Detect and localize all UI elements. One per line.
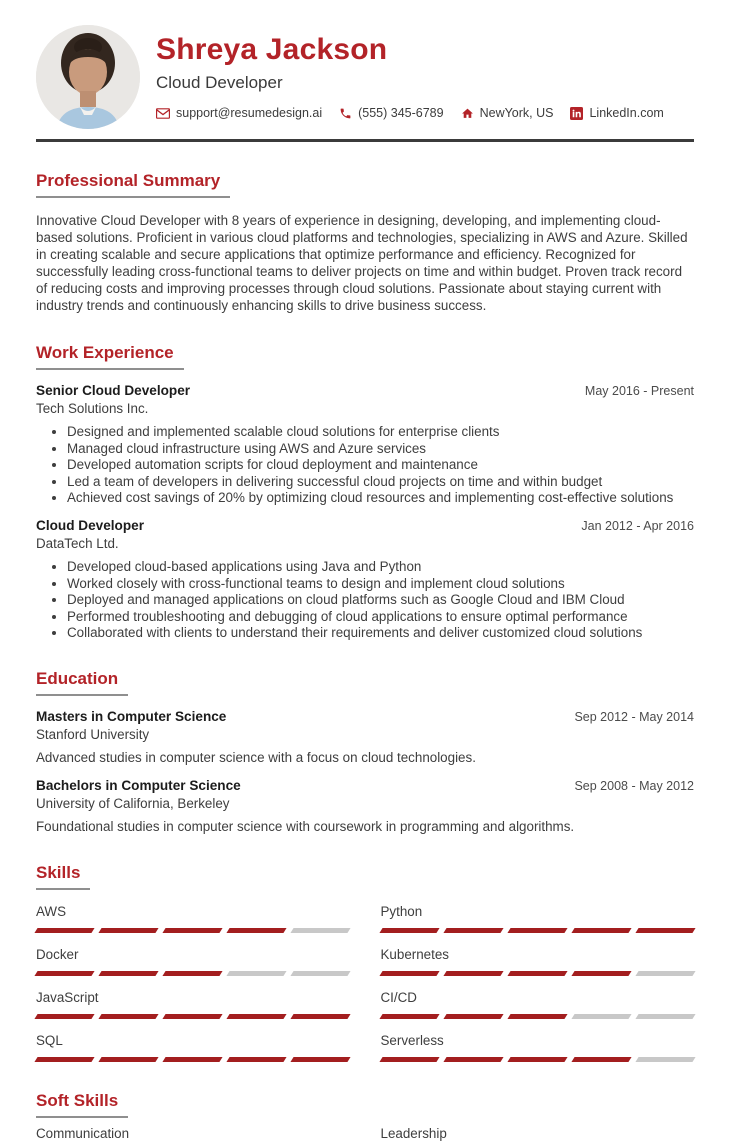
- job-dates: May 2016 - Present: [584, 384, 694, 398]
- job-bullet: • Developed automation scripts for cloud deployment and maintenance: [67, 458, 694, 472]
- job-bullet: • Worked closely with cross-functional teams to design and implement cloud solutions: [67, 577, 694, 591]
- skill-item: [381, 990, 695, 1019]
- skill-label: Serverless: [380, 1033, 444, 1048]
- skill-item: [36, 904, 350, 933]
- skill-item: [36, 990, 350, 1019]
- job-entry: [36, 383, 694, 505]
- education-heading: Education: [36, 669, 128, 696]
- skill-bar-segment-filled: [163, 1057, 223, 1062]
- skill-label: SQL: [36, 1033, 63, 1048]
- degree-school: Stanford University: [36, 727, 150, 742]
- skill-bar-segment-filled: [227, 928, 287, 933]
- skill-bar: [381, 971, 695, 976]
- skill-label: Kubernetes: [380, 947, 449, 962]
- job-bullet: • Deployed and managed applications on cloud platforms such as Google Cloud and IBM Cloud: [67, 593, 694, 607]
- skill-bar-segment-filled: [99, 1014, 159, 1019]
- degree-school: University of California, Berkeley: [36, 796, 230, 811]
- job-bullet-list: [36, 425, 694, 505]
- contact-email-text: support@resumedesign.ai: [176, 106, 323, 120]
- job-bullet: • Managed cloud infrastructure using AWS and Azure services: [67, 442, 694, 456]
- skill-bar: [381, 928, 695, 933]
- degree-title: Masters in Computer Science: [36, 709, 227, 724]
- section-skills: [36, 863, 694, 1062]
- skill-bar-segment-filled: [99, 971, 159, 976]
- skill-bar-segment-filled: [571, 1057, 631, 1062]
- skill-bar-segment-filled: [507, 1057, 567, 1062]
- section-work-experience: [36, 343, 694, 640]
- skill-bar-segment-filled: [443, 928, 503, 933]
- skill-bar-segment-filled: [291, 1057, 351, 1062]
- job-bullet: • Designed and implemented scalable cloud solutions for enterprise clients: [67, 425, 694, 439]
- skill-bar-segment-filled: [99, 1057, 159, 1062]
- skill-bar-segment-filled: [507, 971, 567, 976]
- skill-bar-segment-filled: [99, 928, 159, 933]
- section-soft-skills: [36, 1091, 694, 1141]
- section-education: [36, 669, 694, 834]
- skill-bar-segment-filled: [34, 971, 94, 976]
- header-divider: [36, 139, 694, 142]
- contact-linkedin[interactable]: [570, 106, 663, 120]
- skill-label: JavaScript: [36, 990, 99, 1005]
- soft-skills-grid: [36, 1126, 694, 1141]
- linkedin-icon: [570, 107, 583, 120]
- skill-bar-segment-filled: [34, 1014, 94, 1019]
- soft-skill-label: Communication: [36, 1126, 130, 1141]
- skill-bar-segment-filled: [291, 1014, 351, 1019]
- degree-dates: Sep 2012 - May 2014: [574, 710, 694, 724]
- section-professional-summary: [36, 171, 694, 314]
- skill-item: [381, 904, 695, 933]
- person-name: Shreya Jackson: [156, 33, 388, 66]
- profile-photo-illustration: [36, 25, 140, 129]
- skill-label: Docker: [36, 947, 79, 962]
- skill-item: [36, 1033, 350, 1062]
- skill-bar-segment-filled: [227, 1057, 287, 1062]
- skill-bar-segment-filled: [571, 971, 631, 976]
- skill-bar-segment-filled: [507, 1014, 567, 1019]
- contact-linkedin-text: LinkedIn.com: [589, 106, 664, 120]
- skill-item: [381, 1033, 695, 1062]
- skill-bar-segment-filled: [443, 1057, 503, 1062]
- job-title: Cloud Developer: [36, 518, 145, 533]
- degree-entry-head: [36, 778, 694, 793]
- skill-bar: [36, 1057, 350, 1062]
- contact-row: [156, 106, 664, 120]
- skill-bar: [36, 971, 350, 976]
- skill-bar: [381, 1057, 695, 1062]
- job-entry: [36, 518, 694, 640]
- skill-bar-segment-filled: [507, 928, 567, 933]
- skill-bar-segment-filled: [443, 971, 503, 976]
- degree-entry: [36, 778, 694, 834]
- soft-skill-label: Leadership: [380, 1126, 447, 1141]
- skill-bar-segment-empty: [635, 971, 695, 976]
- profile-photo: [36, 25, 140, 129]
- degree-dates: Sep 2008 - May 2012: [574, 779, 694, 793]
- job-title: Senior Cloud Developer: [36, 383, 191, 398]
- skill-bar-segment-filled: [163, 971, 223, 976]
- skill-label: AWS: [36, 904, 67, 919]
- job-company: Tech Solutions Inc.: [36, 401, 149, 416]
- summary-text: Innovative Cloud Developer with 8 years of experience in designing, developing, and implementing cloud-based solutions. Proficient in various cloud platforms and technologies, specializing in AWS and Azure. Skilled in creating scalable and secure applications that optimize performance and efficiency. Recognized for successfully leading cross-functional teams to deliver projects on time and within budget. Proven track record of reducing costs and improving processes through cloud solutions. Passionate about staying current with industry trends and continuously enhancing skills to drive business success.: [36, 213, 688, 313]
- soft-skills-heading: Soft Skills: [36, 1091, 128, 1118]
- degree-description: Advanced studies in computer science with a focus on cloud technologies.: [36, 750, 476, 765]
- job-bullet: • Achieved cost savings of 20% by optimizing cloud resources and implementing cost-effective solutions: [67, 491, 694, 505]
- skill-label: CI/CD: [380, 990, 417, 1005]
- degree-title: Bachelors in Computer Science: [36, 778, 241, 793]
- skill-bar-segment-empty: [291, 971, 351, 976]
- degree-entry-head: [36, 709, 694, 724]
- skill-bar-segment-empty: [571, 1014, 631, 1019]
- header: [36, 25, 694, 129]
- degree-entry: [36, 709, 694, 765]
- skill-bar-segment-filled: [163, 928, 223, 933]
- skill-bar: [36, 928, 350, 933]
- job-bullet: • Collaborated with clients to understand their requirements and deliver customized cloud solutions: [67, 626, 694, 640]
- skill-bar-segment-filled: [34, 1057, 94, 1062]
- skill-bar-segment-empty: [291, 928, 351, 933]
- skill-bar-segment-empty: [635, 1014, 695, 1019]
- skill-bar-segment-filled: [379, 971, 439, 976]
- skills-heading: Skills: [36, 863, 90, 890]
- skill-bar-segment-filled: [379, 1057, 439, 1062]
- job-bullet-list: [36, 560, 694, 640]
- degree-description: Foundational studies in computer science with coursework in programming and algorithms.: [36, 819, 575, 834]
- person-job-title: Cloud Developer: [156, 73, 283, 92]
- job-company: DataTech Ltd.: [36, 536, 119, 551]
- skill-bar-segment-filled: [443, 1014, 503, 1019]
- skill-bar-segment-filled: [379, 1014, 439, 1019]
- skill-bar-segment-filled: [227, 1014, 287, 1019]
- skill-bar-segment-filled: [635, 928, 695, 933]
- skill-item: [381, 947, 695, 976]
- skill-bar-segment-filled: [34, 928, 94, 933]
- job-bullet: • Developed cloud-based applications using Java and Python: [67, 560, 694, 574]
- skill-bar: [36, 1014, 350, 1019]
- skill-bar-segment-filled: [163, 1014, 223, 1019]
- contact-email[interactable]: [156, 106, 322, 120]
- contact-location[interactable]: [461, 106, 554, 120]
- header-main: [156, 25, 664, 120]
- skill-bar-segment-filled: [571, 928, 631, 933]
- job-bullet: • Led a team of developers in delivering successful cloud projects on time and within budget: [67, 475, 694, 489]
- job-bullet: • Performed troubleshooting and debugging of cloud applications to ensure optimal performance: [67, 610, 694, 624]
- experience-heading: Work Experience: [36, 343, 184, 370]
- skill-bar: [381, 1014, 695, 1019]
- skill-item: [36, 947, 350, 976]
- skills-grid: [36, 904, 694, 1062]
- job-entry-head: [36, 383, 694, 398]
- skill-bar-segment-empty: [635, 1057, 695, 1062]
- email-icon: [156, 108, 170, 119]
- skill-bar-segment-filled: [379, 928, 439, 933]
- home-icon: [461, 107, 474, 120]
- summary-heading: Professional Summary: [36, 171, 230, 198]
- contact-location-text: NewYork, US: [479, 106, 554, 120]
- phone-icon: [339, 107, 352, 120]
- contact-phone-text: (555) 345-6789: [358, 106, 444, 120]
- job-entry-head: [36, 518, 694, 533]
- contact-phone[interactable]: [339, 106, 443, 120]
- job-dates: Jan 2012 - Apr 2016: [581, 519, 694, 533]
- skill-label: Python: [380, 904, 423, 919]
- skill-bar-segment-empty: [227, 971, 287, 976]
